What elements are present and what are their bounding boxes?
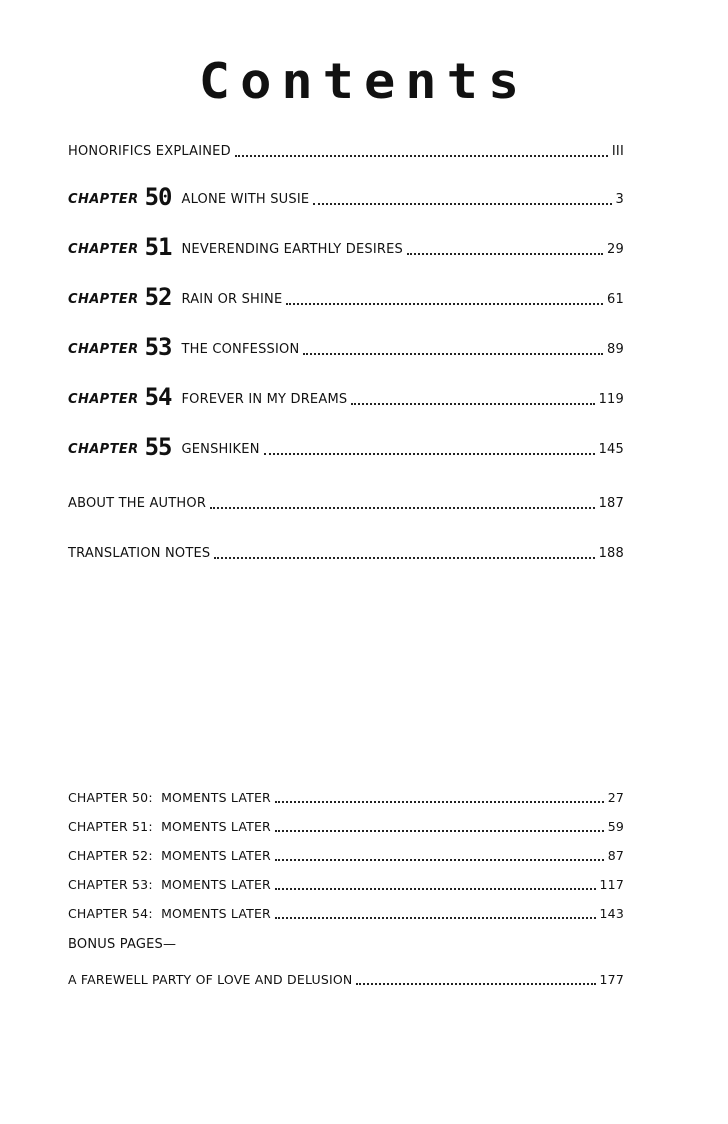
toc-page-number: 3 xyxy=(615,192,624,207)
toc-entry-label: THE CONFESSION xyxy=(181,342,300,357)
dot-leader xyxy=(275,915,596,919)
toc-entry-chapter-53[interactable] xyxy=(68,333,624,361)
chapter-number: 54 xyxy=(144,383,172,411)
chapter-word: CHAPTER xyxy=(68,442,139,457)
dot-leader xyxy=(351,401,594,405)
dot-leader xyxy=(286,301,603,305)
toc-entry-label: NEVERENDING EARTHLY DESIRES xyxy=(181,242,403,257)
toc-page-number: 119 xyxy=(598,392,624,407)
toc-bonus-farewell-party[interactable] xyxy=(68,964,624,988)
dot-leader xyxy=(275,857,604,861)
toc-entry-honorifics[interactable] xyxy=(68,136,624,160)
toc-extra-label: CHAPTER 50: MOMENTS LATER xyxy=(68,790,271,805)
toc-extra-chapter-53[interactable] xyxy=(68,869,624,893)
toc-extra-chapter-52[interactable] xyxy=(68,840,624,864)
toc-page-number: 143 xyxy=(599,906,624,921)
dot-leader xyxy=(210,505,595,509)
toc-bonus-label: A FAREWELL PARTY OF LOVE AND DELUSION xyxy=(68,972,353,987)
chapter-word: CHAPTER xyxy=(68,292,139,307)
toc-entry-label: RAIN OR SHINE xyxy=(181,292,283,307)
bonus-pages-heading: BONUS PAGES— xyxy=(68,937,177,952)
toc-entry-label: TRANSLATION NOTES xyxy=(68,546,211,561)
chapter-number: 55 xyxy=(144,433,172,461)
toc-entry-chapter-51[interactable] xyxy=(68,233,624,261)
chapter-number: 52 xyxy=(144,283,172,311)
toc-entry-about-author[interactable] xyxy=(68,488,624,512)
dot-leader xyxy=(313,201,611,205)
toc-page-number: III xyxy=(611,144,624,159)
toc-extra-label: CHAPTER 52: MOMENTS LATER xyxy=(68,848,271,863)
toc-entry-chapter-54[interactable] xyxy=(68,383,624,411)
dot-leader xyxy=(356,981,595,985)
toc-extra-label: CHAPTER 51: MOMENTS LATER xyxy=(68,819,271,834)
toc-page-number: 188 xyxy=(598,546,624,561)
dot-leader xyxy=(275,799,604,803)
toc-page-number: 177 xyxy=(599,972,624,987)
toc-page-number: 117 xyxy=(599,877,624,892)
toc-entry-label: HONORIFICS EXPLAINED xyxy=(68,144,231,159)
chapter-number: 51 xyxy=(144,233,172,261)
toc-page-number: 29 xyxy=(607,242,624,257)
dot-leader xyxy=(264,451,595,455)
toc-page-number: 61 xyxy=(607,292,624,307)
dot-leader xyxy=(214,555,594,559)
toc-entry-label: FOREVER IN MY DREAMS xyxy=(181,392,348,407)
chapter-word: CHAPTER xyxy=(68,242,139,257)
chapter-number: 50 xyxy=(144,183,172,211)
dot-leader xyxy=(275,886,596,890)
toc-extra-label: CHAPTER 54: MOMENTS LATER xyxy=(68,906,271,921)
page-title: Contents xyxy=(198,53,530,111)
toc-extra-chapter-50[interactable] xyxy=(68,782,624,806)
toc-extra-label: CHAPTER 53: MOMENTS LATER xyxy=(68,877,271,892)
chapter-word: CHAPTER xyxy=(68,192,139,207)
toc-entry-label: ABOUT THE AUTHOR xyxy=(68,496,207,511)
dot-leader xyxy=(303,351,603,355)
toc-entry-translation-notes[interactable] xyxy=(68,538,624,562)
toc-page-number: 89 xyxy=(607,342,624,357)
chapter-number: 53 xyxy=(144,333,172,361)
chapter-word: CHAPTER xyxy=(68,392,139,407)
dot-leader xyxy=(235,153,608,157)
toc-page-number: 187 xyxy=(598,496,624,511)
toc-entry-chapter-50[interactable] xyxy=(68,183,624,211)
toc-page-number: 59 xyxy=(607,819,624,834)
toc-page-number: 87 xyxy=(607,848,624,863)
toc-page-number: 27 xyxy=(607,790,624,805)
toc-extra-chapter-54[interactable] xyxy=(68,898,624,922)
toc-entry-label: GENSHIKEN xyxy=(181,442,260,457)
toc-extra-chapter-51[interactable] xyxy=(68,811,624,835)
toc-entry-chapter-55[interactable] xyxy=(68,433,624,461)
dot-leader xyxy=(407,251,603,255)
toc-entry-chapter-52[interactable] xyxy=(68,283,624,311)
toc-page-number: 145 xyxy=(598,442,624,457)
toc-entry-label: ALONE WITH SUSIE xyxy=(181,192,310,207)
dot-leader xyxy=(275,828,604,832)
chapter-word: CHAPTER xyxy=(68,342,139,357)
